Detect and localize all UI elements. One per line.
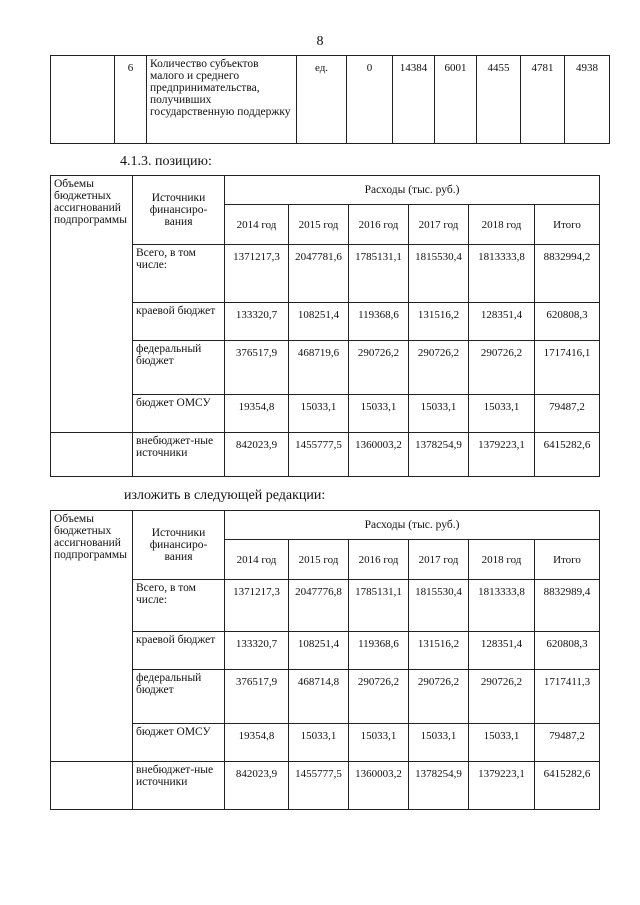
value-cell: 620808,3 (535, 303, 600, 341)
value-cell: 128351,4 (469, 303, 535, 341)
year-header: 2014 год (225, 205, 289, 245)
row-index: 6 (115, 56, 147, 144)
source-label: федеральный бюджет (133, 670, 225, 724)
value-cell: 376517,9 (225, 670, 289, 724)
value-cell: 468714,8 (289, 670, 349, 724)
value-cell: 4781 (521, 56, 565, 144)
value-cell: 468719,6 (289, 341, 349, 395)
year-header: 2018 год (469, 540, 535, 580)
table-row (51, 245, 600, 303)
empty-cell (51, 762, 133, 810)
value-cell: 15033,1 (469, 395, 535, 433)
value-cell: 19354,8 (225, 395, 289, 433)
value-cell: 290726,2 (409, 670, 469, 724)
budget-label: Объемы бюджетных ассигнований подпрограммы (51, 511, 133, 762)
year-header: 2015 год (289, 205, 349, 245)
total-header: Итого (535, 205, 600, 245)
value-cell: 1717416,1 (535, 341, 600, 395)
year-header: 2017 год (409, 205, 469, 245)
year-header: 2015 год (289, 540, 349, 580)
source-label: краевой бюджет (133, 303, 225, 341)
value-cell: 119368,6 (349, 303, 409, 341)
heading-position: 4.1.3. позицию: (120, 154, 212, 169)
source-label: федеральный бюджет (133, 341, 225, 395)
value-cell: 133320,7 (225, 632, 289, 670)
value-cell: 1360003,2 (349, 433, 409, 477)
source-label: бюджет ОМСУ (133, 724, 225, 762)
value-cell: 620808,3 (535, 632, 600, 670)
value-cell: 290726,2 (409, 341, 469, 395)
value-cell: 290726,2 (469, 670, 535, 724)
source-label: краевой бюджет (133, 632, 225, 670)
table-row (51, 724, 600, 762)
value-cell: 8832989,4 (535, 580, 600, 632)
value-cell: 108251,4 (289, 303, 349, 341)
unit: ед. (297, 56, 347, 144)
value-cell: 19354,8 (225, 724, 289, 762)
value-cell: 14384 (393, 56, 435, 144)
source-label: Всего, в том числе: (133, 580, 225, 632)
value-cell: 290726,2 (469, 341, 535, 395)
year-header: 2014 год (225, 540, 289, 580)
value-cell: 1379223,1 (469, 433, 535, 477)
value-cell: 8832994,2 (535, 245, 600, 303)
value-cell: 1378254,9 (409, 433, 469, 477)
value-cell: 6001 (435, 56, 477, 144)
value-cell: 1813333,8 (469, 580, 535, 632)
value-cell: 119368,6 (349, 632, 409, 670)
value-cell: 1815530,4 (409, 580, 469, 632)
value-cell: 15033,1 (289, 724, 349, 762)
value-cell: 4938 (565, 56, 610, 144)
value-cell: 1455777,5 (289, 433, 349, 477)
source-label: внебюджет-ные источники (133, 762, 225, 810)
value-cell: 79487,2 (535, 395, 600, 433)
table-row (51, 395, 600, 433)
indicator-name: Количество субъектов малого и среднего предпринимательства, получивших государственную поддержку (147, 56, 297, 144)
top-indicator-table (50, 55, 610, 144)
value-cell: 1717411,3 (535, 670, 600, 724)
value-cell: 842023,9 (225, 762, 289, 810)
value-cell: 1379223,1 (469, 762, 535, 810)
value-cell: 1378254,9 (409, 762, 469, 810)
expenses-header: Расходы (тыс. руб.) (225, 176, 600, 205)
table-row (51, 433, 600, 477)
heading-new-edition: изложить в следующей редакции: (124, 488, 326, 503)
value-cell: 131516,2 (409, 303, 469, 341)
year-header: 2018 год (469, 205, 535, 245)
value-cell: 4455 (477, 56, 521, 144)
empty-cell (51, 433, 133, 477)
value-cell: 15033,1 (349, 724, 409, 762)
value-cell: 1360003,2 (349, 762, 409, 810)
value-cell: 15033,1 (409, 724, 469, 762)
budget-table-old (50, 175, 600, 477)
value-cell: 79487,2 (535, 724, 600, 762)
budget-table-new (50, 510, 600, 810)
value-cell: 842023,9 (225, 433, 289, 477)
empty-cell (51, 56, 115, 144)
source-label: Всего, в том числе: (133, 245, 225, 303)
value-cell: 290726,2 (349, 670, 409, 724)
value-cell: 133320,7 (225, 303, 289, 341)
value-cell: 128351,4 (469, 632, 535, 670)
value-cell: 1371217,3 (225, 245, 289, 303)
source-label: бюджет ОМСУ (133, 395, 225, 433)
table-row (51, 670, 600, 724)
table-row (51, 580, 600, 632)
source-header: Источники финансиро-вания (133, 176, 225, 245)
value-cell: 1455777,5 (289, 762, 349, 810)
source-label: внебюджет-ные источники (133, 433, 225, 477)
value-cell: 15033,1 (289, 395, 349, 433)
table-row (51, 56, 610, 144)
table-row (51, 762, 600, 810)
value-cell: 2047781,6 (289, 245, 349, 303)
value-cell: 108251,4 (289, 632, 349, 670)
value-cell: 0 (347, 56, 393, 144)
value-cell: 131516,2 (409, 632, 469, 670)
total-header: Итого (535, 540, 600, 580)
year-header: 2016 год (349, 205, 409, 245)
value-cell: 2047776,8 (289, 580, 349, 632)
value-cell: 6415282,6 (535, 762, 600, 810)
value-cell: 1785131,1 (349, 245, 409, 303)
value-cell: 15033,1 (349, 395, 409, 433)
expenses-header: Расходы (тыс. руб.) (225, 511, 600, 540)
budget-label: Объемы бюджетных ассигнований подпрограммы (51, 176, 133, 433)
value-cell: 1371217,3 (225, 580, 289, 632)
year-header: 2016 год (349, 540, 409, 580)
source-header: Источники финансиро-вания (133, 511, 225, 580)
table-row (51, 632, 600, 670)
value-cell: 6415282,6 (535, 433, 600, 477)
table-row (51, 341, 600, 395)
year-header: 2017 год (409, 540, 469, 580)
value-cell: 290726,2 (349, 341, 409, 395)
value-cell: 1815530,4 (409, 245, 469, 303)
value-cell: 15033,1 (469, 724, 535, 762)
value-cell: 376517,9 (225, 341, 289, 395)
table-row (51, 303, 600, 341)
value-cell: 1785131,1 (349, 580, 409, 632)
page-number: 8 (316, 34, 324, 49)
value-cell: 15033,1 (409, 395, 469, 433)
value-cell: 1813333,8 (469, 245, 535, 303)
